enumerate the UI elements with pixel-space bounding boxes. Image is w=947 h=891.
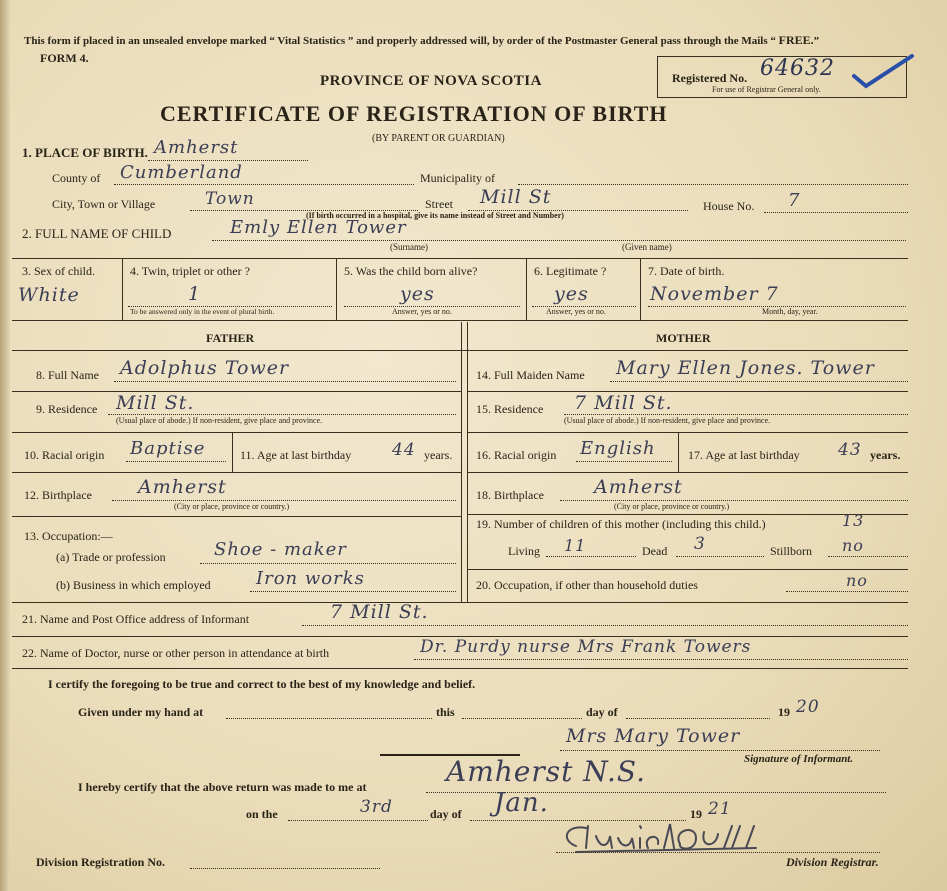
mother-age-label: 17. Age at last birthday (688, 448, 800, 462)
paper-left-edge (0, 0, 10, 891)
mother-rule-15 (467, 432, 908, 433)
section-divider (461, 322, 462, 602)
doctor-rule (12, 668, 908, 669)
father-trade-value: Shoe - maker (214, 539, 347, 560)
mother-racial-line (576, 461, 672, 462)
certificate-subtitle: (BY PARENT OR GUARDIAN) (372, 133, 505, 144)
place-of-birth-label: 1. PLACE OF BIRTH. (22, 145, 148, 160)
signature-label: Signature of Informant. (744, 753, 854, 765)
mother-residence-value: 7 Mill St. (574, 392, 673, 414)
place-line (148, 160, 308, 161)
registrar-year-value: 21 (708, 799, 732, 819)
father-racial-label: 10. Racial origin (24, 448, 105, 462)
father-residence-label: 9. Residence (36, 402, 98, 416)
mother-age-unit: years. (870, 448, 901, 462)
informant-signature: Mrs Mary Tower (566, 725, 741, 747)
division-registrar-label: Division Registrar. (786, 855, 879, 869)
child-name-label: 2. FULL NAME OF CHILD (22, 226, 172, 241)
row3-divider-3 (526, 258, 527, 320)
father-residence-value: Mill St. (116, 392, 195, 414)
hospital-note: (If birth occurred in a hospital, give its name instead of Street and Number) (306, 211, 564, 220)
day-of-line (626, 718, 770, 719)
stillborn-line (828, 556, 908, 557)
given-place-line (226, 718, 432, 719)
dead-line (676, 556, 764, 557)
place-of-birth-value: Amherst (154, 137, 239, 158)
section-divider-2 (467, 322, 468, 602)
city-value: Town (205, 189, 255, 209)
certify-year-prefix: 19 (778, 705, 790, 719)
certificate-title: CERTIFICATE OF REGISTRATION OF BIRTH (160, 101, 668, 126)
check-mark-icon (848, 46, 928, 96)
alive-value: yes (400, 283, 435, 305)
street-value: Mill St (480, 186, 552, 208)
father-business-value: Iron works (256, 568, 365, 589)
mother-children-label: 19. Number of children of this mother (including this child.) (476, 517, 766, 531)
twin-value: 1 (188, 283, 202, 305)
stillborn-label: Stillborn (770, 544, 813, 558)
row3-top-rule (12, 258, 908, 259)
signature-line (560, 750, 880, 751)
division-registration-line (190, 868, 380, 869)
postal-notice (24, 34, 819, 47)
row3-divider-2 (336, 258, 337, 320)
father-residence-line (108, 414, 456, 415)
registrar-place-value: Amherst N.S. (446, 755, 646, 788)
mother-birthplace-value: Amherst (594, 476, 683, 498)
row3-bottom-rule (12, 320, 908, 321)
father-name-value: Adolphus Tower (120, 357, 290, 379)
this-label: this (436, 705, 455, 719)
mother-name-line (610, 381, 908, 382)
mother-racial-value: English (580, 438, 656, 459)
father-rule-9 (12, 432, 461, 433)
registered-label: Registered No. (672, 71, 748, 85)
living-value: 11 (564, 536, 587, 555)
informant-line (302, 625, 908, 626)
county-line (114, 184, 414, 185)
father-rule-12 (12, 516, 461, 517)
father-birthplace-label: 12. Birthplace (24, 488, 92, 502)
house-label: House No. (703, 199, 755, 213)
province-heading: PROVINCE OF NOVA SCOTIA (320, 73, 542, 89)
postal-notice-text: This form if placed in an unsealed envelope marked “ Vital Statistics ” and properly addressed will, by order of the Postmaster General pass through the Mails “ (24, 35, 776, 47)
mother-rule-19 (467, 569, 908, 570)
father-occupation-label: 13. Occupation:— (24, 529, 113, 543)
registrar-signature (556, 818, 866, 860)
father-racial-line (126, 461, 226, 462)
city-label: City, Town or Village (52, 197, 156, 211)
mother-name-value: Mary Ellen Jones. Tower (616, 357, 875, 379)
mother-residence-label: 15. Residence (476, 402, 544, 416)
mother-heading: MOTHER (656, 331, 711, 345)
living-line (546, 556, 636, 557)
father-name-line (114, 381, 456, 382)
hereby-certify-text: I hereby certify that the above return was made to me at (78, 780, 367, 794)
postal-notice-free: FREE. (778, 33, 814, 47)
registered-value: 64632 (760, 56, 835, 81)
postal-notice-end: ” (813, 35, 820, 47)
registrar-month-value: Jan. (494, 788, 549, 818)
mother-occupation-line (786, 591, 908, 592)
father-age-unit: years. (424, 448, 453, 462)
county-value: Cumberland (120, 162, 243, 183)
division-registration-label: Division Registration No. (36, 855, 165, 869)
father-birthplace-value: Amherst (138, 476, 227, 498)
legitimate-label: 6. Legitimate ? (534, 264, 607, 278)
certify-year-value: 20 (796, 697, 820, 717)
municipality-line (518, 184, 908, 185)
mother-residence-note: (Usual place of abode.) If non-resident, give place and province. (564, 416, 771, 425)
mother-age-value: 43 (838, 440, 862, 460)
given-under-label: Given under my hand at (78, 705, 204, 719)
surname-note: (Surname) (390, 242, 428, 252)
twin-note: To be answered only in the event of plural birth. (130, 307, 275, 316)
father-business-label: (b) Business in which employed (56, 578, 211, 592)
date-value: November 7 (650, 283, 779, 305)
father-trade-label: (a) Trade or profession (56, 550, 166, 564)
father-business-line (250, 591, 456, 592)
father-age-divider (232, 432, 233, 472)
row3-divider-1 (122, 258, 123, 320)
date-note: Month, day, year. (762, 307, 818, 316)
mother-birthplace-note: (City or place, province or country.) (614, 502, 730, 511)
father-trade-line (200, 563, 456, 564)
dead-value: 3 (694, 534, 706, 554)
sex-label: 3. Sex of child. (22, 264, 95, 278)
registrar-year-prefix: 19 (690, 807, 702, 821)
mother-racial-label: 16. Racial origin (476, 448, 557, 462)
mother-children-value: 13 (842, 511, 865, 530)
mother-occupation-value: no (846, 571, 868, 590)
mother-birthplace-label: 18. Birthplace (476, 488, 544, 502)
father-heading: FATHER (206, 331, 255, 345)
father-age-label: 11. Age at last birthday (240, 448, 352, 462)
doctor-line (414, 659, 908, 660)
child-name-value: Emly Ellen Tower (230, 217, 407, 238)
on-the-line (288, 820, 428, 821)
mother-birthplace-line (560, 500, 908, 501)
this-line (462, 718, 582, 719)
row3-divider-4 (640, 258, 641, 320)
registrar-signature-line (556, 852, 880, 853)
father-age-value: 44 (392, 440, 416, 460)
municipality-label: Municipality of (420, 171, 495, 185)
mother-rule-14 (467, 391, 908, 392)
doctor-value: Dr. Purdy nurse Mrs Frank Towers (420, 637, 752, 657)
father-name-label: 8. Full Name (36, 368, 99, 382)
legitimate-note: Answer, yes or no. (546, 307, 606, 316)
mother-residence-line (564, 414, 908, 415)
sex-value: White (18, 284, 80, 306)
alive-label: 5. Was the child born alive? (344, 264, 478, 278)
section-bottom-rule (12, 602, 908, 603)
certify-text: I certify the foregoing to be true and correct to the best of my knowledge and belief. (48, 677, 476, 691)
twin-label: 4. Twin, triplet or other ? (130, 264, 250, 278)
doctor-label: 22. Name of Doctor, nurse or other person in attendance at birth (22, 646, 330, 660)
form-number: FORM 4. (40, 51, 89, 65)
registrar-day-of-label: day of (430, 807, 462, 821)
legitimate-value: yes (554, 283, 589, 305)
father-racial-value: Baptise (130, 438, 206, 459)
father-residence-note: (Usual place of abode.) If non-resident, give place and province. (116, 416, 323, 425)
living-label: Living (508, 544, 540, 558)
street-label: Street (425, 197, 453, 211)
dead-label: Dead (642, 544, 668, 558)
county-label: County of (52, 171, 101, 185)
mother-age-divider (678, 432, 679, 472)
child-name-line (212, 240, 906, 241)
father-birthplace-note: (City or place, province or country.) (174, 502, 290, 511)
alive-note: Answer, yes or no. (392, 307, 452, 316)
given-note: (Given name) (622, 242, 672, 252)
mother-occupation-label: 20. Occupation, if other than household duties (476, 578, 698, 592)
registered-sub: For use of Registrar General only. (712, 85, 821, 94)
mother-name-label: 14. Full Maiden Name (476, 368, 585, 382)
heading-rule (12, 350, 908, 351)
mother-rule-16 (467, 472, 908, 473)
informant-value: 7 Mill St. (330, 601, 429, 623)
informant-label: 21. Name and Post Office address of Informant (22, 612, 250, 626)
father-rule-10 (12, 472, 461, 473)
date-label: 7. Date of birth. (648, 264, 725, 278)
on-the-label: on the (246, 807, 278, 821)
house-value: 7 (788, 190, 801, 211)
father-birthplace-line (112, 500, 456, 501)
day-of-label: day of (586, 705, 618, 719)
house-line (764, 212, 908, 213)
stillborn-value: no (842, 536, 864, 555)
father-rule-8 (12, 391, 461, 392)
registrar-day-value: 3rd (360, 797, 393, 817)
